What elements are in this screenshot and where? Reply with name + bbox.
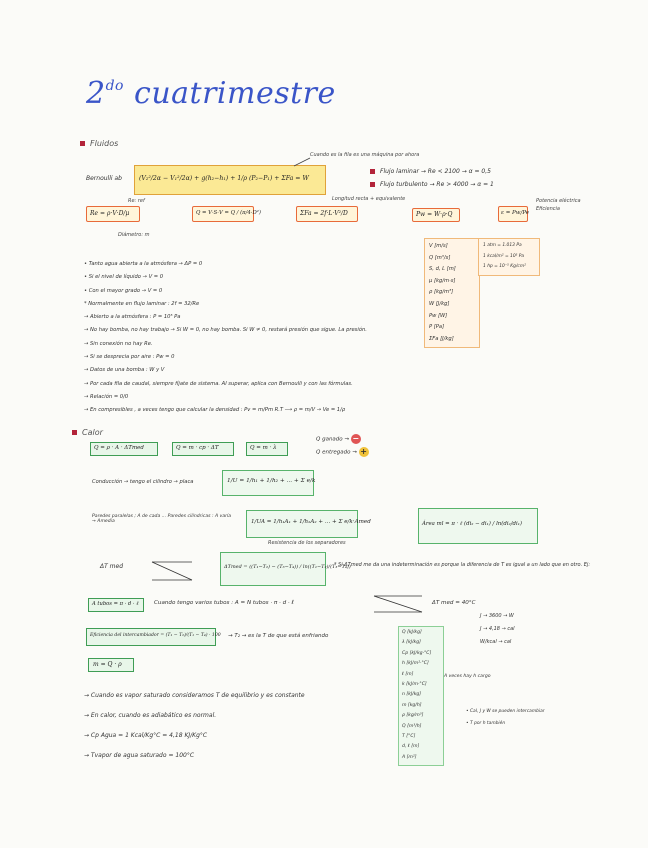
list-item: n [kJ/kg] — [402, 692, 422, 698]
temperature-diagram — [370, 590, 426, 618]
friction-box: ΣFa = 2f·L·V²/D — [296, 206, 358, 222]
tmed-box: ΔTmed = ((T₁−T₂) − (T₃−T₄)) / ln((T₁−T₂)/(T₃−T₄)) — [220, 552, 326, 586]
list-item: Q [m³/s] — [429, 254, 451, 261]
small-note: Eficiencia — [536, 206, 560, 212]
list-item: → Si se desprecia por aire : Pw = 0 — [84, 354, 175, 361]
bernoulli-box — [134, 165, 326, 195]
list-item: S, d, L [m] — [429, 266, 456, 273]
small-note: Re: ref — [128, 198, 145, 204]
tubes-note: Cuando tengo varios tubos : A = N tubos · π · d · ℓ — [154, 600, 294, 606]
units-box — [424, 238, 480, 348]
efficiency-box: ε = Pw/Pe — [498, 206, 528, 222]
page-title: $2^{do}$ cuatrimestre — [86, 76, 336, 111]
small-note: Potencia eléctrica — [536, 198, 581, 204]
heat-eq-box: Q = m · λ — [246, 442, 288, 456]
list-item: → Cuando es vapor saturado consideramos T de equilibrio y es constante — [84, 692, 305, 699]
mass-box: m = Q · ρ — [88, 658, 134, 672]
tmed-label: ΔT med — [100, 563, 124, 570]
bernoulli-note: Cuando es la fila es una máquina por ahora — [310, 152, 420, 158]
list-item: h [kJ/m²·°C] — [402, 661, 429, 667]
temperature-diagram — [146, 556, 198, 586]
heat-eq-box: Q = m · cp · ΔT — [172, 442, 234, 456]
reynolds-box: Re = ρ·V·D/μ — [86, 206, 140, 222]
bernoulli-formula: (V₂²/2α − V₁²/2α) + g(h₂−h₁) + 1/ρ (P₂−P₁) + ΣFa = W — [139, 175, 309, 182]
power-box: Pw = W·ρ·Q — [412, 208, 460, 222]
list-item: ΣFa [J/kg] — [429, 335, 454, 342]
list-item: P [Pa] — [429, 324, 445, 331]
arrow-icon — [290, 156, 312, 168]
q-gained: Q ganado → − — [316, 434, 360, 443]
list-item: W/kcal → cal — [480, 639, 512, 645]
bernoulli-label: Bernoulli ab — [86, 175, 122, 182]
list-item: J → 4,18 → cal — [480, 626, 515, 632]
small-note: Longitud recta + equivalente — [332, 196, 406, 202]
list-item: k [kJ/m·°C] — [402, 682, 427, 688]
plus-circle-icon: + — [360, 447, 367, 456]
list-item: 1 hp = 10⁻⁵ Kg/cm² — [483, 264, 526, 270]
bullet-icon — [370, 182, 375, 187]
list-item: • Cal, J y W se pueden intercambiar — [466, 709, 545, 714]
list-item: T [°C] — [402, 734, 416, 740]
list-item: ρ [kg/m³] — [402, 713, 424, 719]
right-notes — [466, 706, 545, 730]
q-released: Q entregado → + — [316, 447, 367, 456]
tmed-note: * Si ΔTmed me da una indeterminación es porque la diferencia de T es igual a un lado que en otro. Ej: — [334, 562, 591, 568]
efficiency-note: → T₂ → es la T de que está enfriando — [228, 633, 329, 639]
tubes-box: A tubos = π · d · ℓ — [88, 598, 144, 612]
list-item: * Normalmente en flujo laminar : 2f = 32/Re — [84, 300, 200, 307]
conduction-label: Conducción → tengo el cilindro → placa — [92, 479, 194, 485]
area-ml-box: Área ml = π · ℓ (di₂ − di₁) / ln(di₂/di₁) — [418, 508, 538, 544]
list-item: Cp [kJ/kg·°C] — [402, 650, 432, 656]
list-item: • Con el mayor grado → V = 0 — [84, 287, 163, 294]
list-item: → Abierto a la atmósfera : P = 10⁵ Pa — [84, 314, 181, 321]
list-item: A [m²] — [402, 754, 417, 760]
list-item: → Datos de una bomba : W y V — [84, 367, 165, 374]
minus-circle-icon: − — [352, 434, 360, 443]
list-item: V [m/s] — [429, 243, 448, 249]
conversion-list — [480, 610, 515, 649]
list-item: • T por h también — [466, 721, 506, 726]
list-item: ρ [kg/m³] — [429, 289, 454, 296]
list-item: Pw [W] — [429, 312, 448, 319]
efficiency-exchanger-box: Eficiencia del intercambiador = (T₁ − T₂)/(T₁ − T₄) · 100 — [86, 628, 216, 646]
flow-turbulent: Flujo turbulento → Re > 4000 → α = 1 — [370, 181, 494, 188]
heat-bottom-notes — [84, 686, 384, 766]
list-item: 1 atm = 1.013 Pa — [483, 243, 522, 248]
small-note: Diámetro: m — [118, 232, 150, 238]
list-item: d, ℓ [m] — [402, 744, 420, 750]
list-item: → Por cada fila de caudal, siempre fíjate de sistema. Al superar, aplica con Bernoulli y con las fórmulas. — [84, 380, 353, 387]
list-item: W [J/kg] — [429, 300, 450, 307]
bullet-icon — [80, 141, 85, 146]
heat-eq-box: Q = ρ · A · ΔTmed — [90, 442, 158, 456]
bullet-icon — [370, 169, 375, 174]
flow-box: Q = V·S·V = Q / (π/4·D²) — [192, 206, 254, 222]
list-item: 1 kcal/m² = 10⁵ Pa — [483, 253, 525, 259]
list-item: → Sin conexión no hay Re. — [84, 340, 153, 347]
list-item: Q [kJ/kg] — [402, 630, 422, 635]
flow-laminar: Flujo laminar → Re < 2100 → α = 0,5 — [370, 168, 491, 175]
conversions-box — [478, 238, 540, 276]
list-item: J → 3600 → W — [480, 613, 514, 619]
list-item: → Tvapor de agua saturado = 100°C — [84, 752, 195, 759]
list-item: ℓ [m] — [402, 671, 414, 677]
list-item: • Tanto agua abierta a la atmósfera → ΔP = 0 — [84, 261, 203, 267]
section-heading-heat: Calor — [72, 428, 103, 437]
tmed-result: ΔT med = 40°C — [432, 600, 476, 606]
section-heading-fluids: Fluidos — [80, 139, 118, 148]
list-item: → No hay bomba, no hay trabajo → Si W = 0, no hay bomba. Si W ≠ 0, restará presión que sigue. La presión. — [84, 327, 367, 334]
list-item: m [kg/h] — [402, 702, 422, 708]
list-item: → Relación = 0/0 — [84, 393, 129, 400]
resist-label: Paredes paralelas ; A de cada ... Paredes cilíndricas : A varía → Amedia — [92, 514, 232, 524]
list-item: • Si el nivel de líquido → V = 0 — [84, 274, 164, 281]
list-item: → En calor, cuando es adiabático es normal. — [84, 712, 217, 719]
k-note: A veces hay h cargo — [444, 674, 491, 679]
fluids-notes — [84, 258, 424, 418]
bullet-icon — [72, 430, 77, 435]
heat-units-box — [398, 626, 444, 766]
resistance-box-1: 1/U = 1/h₁ + 1/h₂ + ... + Σ e/k — [222, 470, 314, 496]
list-item: μ [kg/m·s] — [429, 277, 456, 284]
resistance-box-2: 1/UA = 1/h₁A₁ + 1/h₂A₂ + ... + Σ e/k·Amed — [246, 510, 358, 538]
resist-note: Resistencia de los separadores — [268, 540, 346, 546]
list-item: λ [kJ/kg] — [402, 640, 421, 646]
list-item: → En compresibles , a veces tengo que calcular la densidad : Pv = m/Pm R.T ⟶ ρ = m/V → Ve = 1/ρ — [84, 407, 346, 414]
list-item: Q [m³/h] — [402, 723, 422, 729]
list-item: → Cp Agua = 1 Kcal/Kg°C = 4,18 KJ/Kg°C — [84, 732, 208, 739]
